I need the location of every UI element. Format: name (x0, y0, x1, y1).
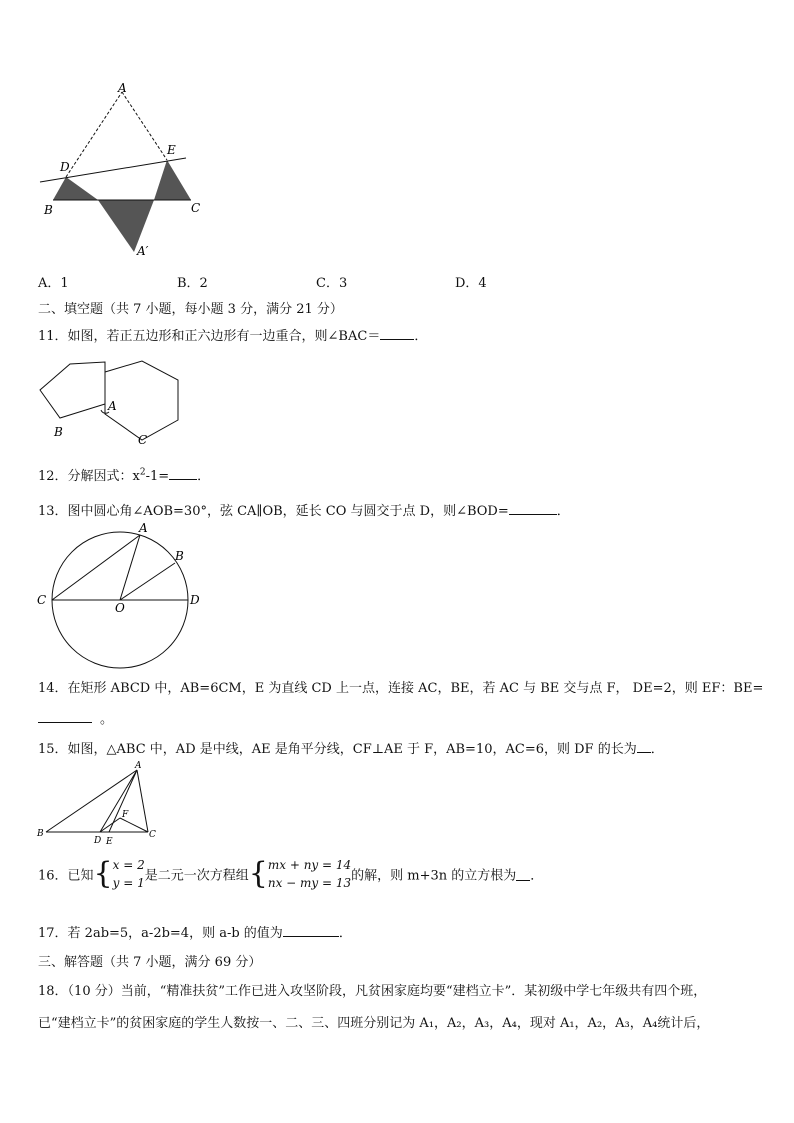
label-D: D (60, 160, 70, 174)
q16-post: 的解，则 m+3n 的立方根为 (351, 868, 517, 884)
q15-text: 15．如图，△ABC 中，AD 是中线，AE 是角平分线，CF⊥AE 于 F，AB=10，AC=6，则 DF 的长为 (38, 742, 637, 757)
q11-text: 11．如图，若正五边形和正六边形有一边重合，则∠BAC＝ (38, 329, 381, 344)
section3-header: 三、解答题（共 7 小题，满分 69 分） (38, 955, 262, 970)
q12 (38, 465, 210, 484)
answer-blank (516, 868, 530, 881)
label-C: C (191, 201, 201, 215)
label-B: B (44, 203, 53, 217)
answer-blank (509, 502, 557, 515)
shaded-triangle-right (154, 160, 191, 200)
label-C: C (138, 433, 148, 447)
q12-tail: ． (197, 469, 211, 484)
q12-sup: 2 (139, 467, 146, 478)
q12-pre: 12．分解因式：x (38, 469, 140, 484)
label-A: A (139, 521, 148, 535)
option-b: B．2 (177, 276, 208, 291)
label-O: O (115, 601, 125, 615)
label-E: E (106, 837, 113, 847)
q12-post: -1= (145, 469, 170, 484)
q13 (38, 500, 570, 519)
q14-tail: 。 (100, 712, 114, 727)
q16-pre: 16．已知 (38, 868, 94, 884)
label-A: A (135, 761, 142, 771)
q15-figure (34, 760, 164, 850)
label-F: F (122, 810, 129, 820)
label-E: E (167, 143, 176, 157)
label-C: C (37, 593, 47, 607)
q11 (38, 325, 427, 344)
q17 (38, 922, 352, 941)
system-1: {x = 2 y = 1 (93, 856, 145, 891)
q14-line2 (38, 708, 113, 727)
q16-mid: 是二元一次方程组 (144, 868, 249, 884)
q18-line1: 18．（10 分）当前，“精准扶贫”工作已进入攻坚阶段，凡贫困家庭均要“建档立卡”．某初级中学七年级共有四个班， (38, 984, 707, 999)
q11-figure (32, 352, 192, 452)
q16 (38, 856, 543, 892)
q17-tail: ． (338, 926, 352, 941)
q18-line2: 已“建档立卡”的贫困家庭的学生人数按一、二、三、四班分别记为 A₁，A₂，A₃，A₄，现对 A₁，A₂，A₃，A₄统计后， (38, 1016, 710, 1031)
system-2: {mx + ny = 14 nx − my = 13 (248, 856, 352, 891)
q10-figure (36, 82, 216, 262)
label-A: A (108, 399, 117, 413)
sys2-row1: mx + ny = 14 (267, 858, 352, 872)
q16-tail: ． (530, 868, 544, 884)
label-C: C (149, 830, 156, 840)
q11-tail: ． (414, 329, 428, 344)
q17-text: 17．若 2ab=5，a-2b=4，则 a-b 的值为 (38, 926, 283, 941)
option-a: A．1 (38, 276, 69, 291)
answer-blank (169, 467, 197, 480)
section2-header: 二、填空题（共 7 小题，每小题 3 分，满分 21 分） (38, 302, 343, 317)
q13-text: 13．图中圆心角∠AOB=30°，弦 CA∥OB，延长 CO 与圆交于点 D，则∠BOD= (38, 504, 509, 519)
q15-tail: ． (650, 742, 664, 757)
option-d: D．4 (455, 276, 487, 291)
answer-blank (380, 327, 414, 340)
option-c: C．3 (316, 276, 348, 291)
q15 (38, 738, 664, 757)
label-A: A (118, 82, 127, 95)
answer-blank (283, 924, 339, 937)
answer-blank (38, 710, 92, 723)
q13-figure (34, 520, 214, 670)
sys2-row2: nx − my = 13 (267, 876, 352, 890)
shaded-triangle-left (53, 177, 98, 200)
label-A-prime: A′ (137, 244, 149, 258)
label-D: D (94, 836, 102, 846)
sys1-row2: y = 1 (112, 876, 145, 890)
q14-line1: 14．在矩形 ABCD 中，AB=6CM，E 为直线 CD 上一点，连接 AC，BE，若 AC 与 BE 交与点 F， DE=2，则 EF：BE= (38, 681, 764, 696)
label-B: B (37, 829, 44, 839)
sys1-row1: x = 2 (112, 858, 145, 872)
label-B: B (175, 549, 184, 563)
label-B: B (54, 425, 63, 439)
answer-blank (637, 740, 651, 753)
label-D: D (190, 593, 200, 607)
q13-tail: ． (556, 504, 570, 519)
